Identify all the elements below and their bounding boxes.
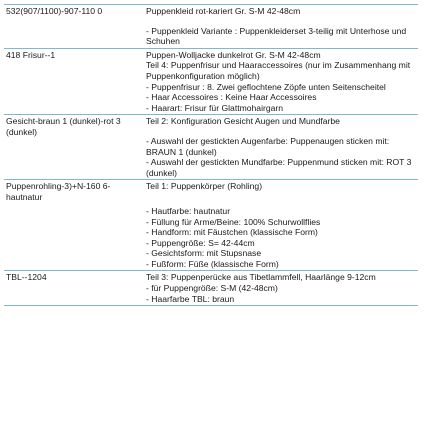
item-detail-line: Teil 4: Puppenfrisur und Haaraccessoires (nur im Zusammenhang mit Puppenkonfiguration möglich) [146,60,411,81]
item-detail-line: - Handform: mit Fäustchen (klassische Form) [146,227,318,238]
order-items-list [4,4,418,306]
item-detail-line: - für Puppengröße: S-M (42-48cm) [146,283,278,294]
item-title: Puppen-Wolljacke dunkelrot Gr. S-M 42-48cm [146,49,321,60]
item-detail-line: - Fußform: Füße (klassische Form) [146,258,279,269]
item-title: Teil 1: Puppenkörper (Rohling) [146,181,263,192]
item-detail-line: - Auswahl der gestickten Mundfarbe: Puppenmund sticken mit: ROT 3 (dunkel) [146,157,412,178]
item-detail-line: - Puppenkleid Variante : Puppenkleiderset 3-teilig mit Unterhose und Schuhen [146,25,407,47]
order-item-row [4,115,418,180]
item-detail-line: - Auswahl der gestickten Augenfarbe: Puppenaugen sticken mit: BRAUN 1 (dunkel) [146,135,390,157]
item-code: TBL--1204 [6,272,47,283]
item-detail-line: - Haarfarbe TBL: braun [146,293,235,304]
item-code: Gesicht-braun 1 (dunkel)-rot 3 (dunkel) [6,116,121,137]
order-item-row [4,49,418,116]
item-detail-line: - Haarart: Frisur für Glattmohairgarn [146,102,284,113]
item-description [146,116,418,178]
item-code: 532(907/1100)-907-110 0 [6,6,103,16]
order-item-row [4,271,418,306]
spacer [146,127,418,136]
item-description [146,272,418,304]
item-detail-line: - Puppenfrisur : 8. Zwei geflochtene Zöpfe unten Seitenscheitel [146,81,386,92]
spacer [146,192,418,206]
item-description [146,6,418,47]
item-detail-line: - Füllung für Arme/Beine: 100% Schurwollflies [146,216,321,227]
item-description [146,181,418,269]
item-description [146,50,418,114]
item-detail-line: - Puppengröße: S= 42-44cm [146,237,255,248]
item-detail-line: - Hautfarbe: hautnatur [146,205,231,216]
order-item-row [4,180,418,271]
order-item-row [4,4,418,49]
item-title: Teil 2: Konfiguration Gesicht Augen und Mundfarbe [146,116,340,127]
item-title: Puppenkleid rot-kariert Gr. S-M 42-48cm [146,6,301,16]
item-code: 418 Frisur--1 [6,49,56,60]
item-title: Teil 3: Puppenperücke aus Tibetlammfell, Haarlänge 9-12cm [146,272,376,283]
item-code: Puppenrohling-3)+N-160 6-hautnatur [6,181,111,202]
spacer [146,17,418,26]
item-detail-line: - Haar Accessoires : Keine Haar Accessoires [146,92,317,103]
item-detail-line: - Gesichtsform: mit Stupsnase [146,248,262,259]
